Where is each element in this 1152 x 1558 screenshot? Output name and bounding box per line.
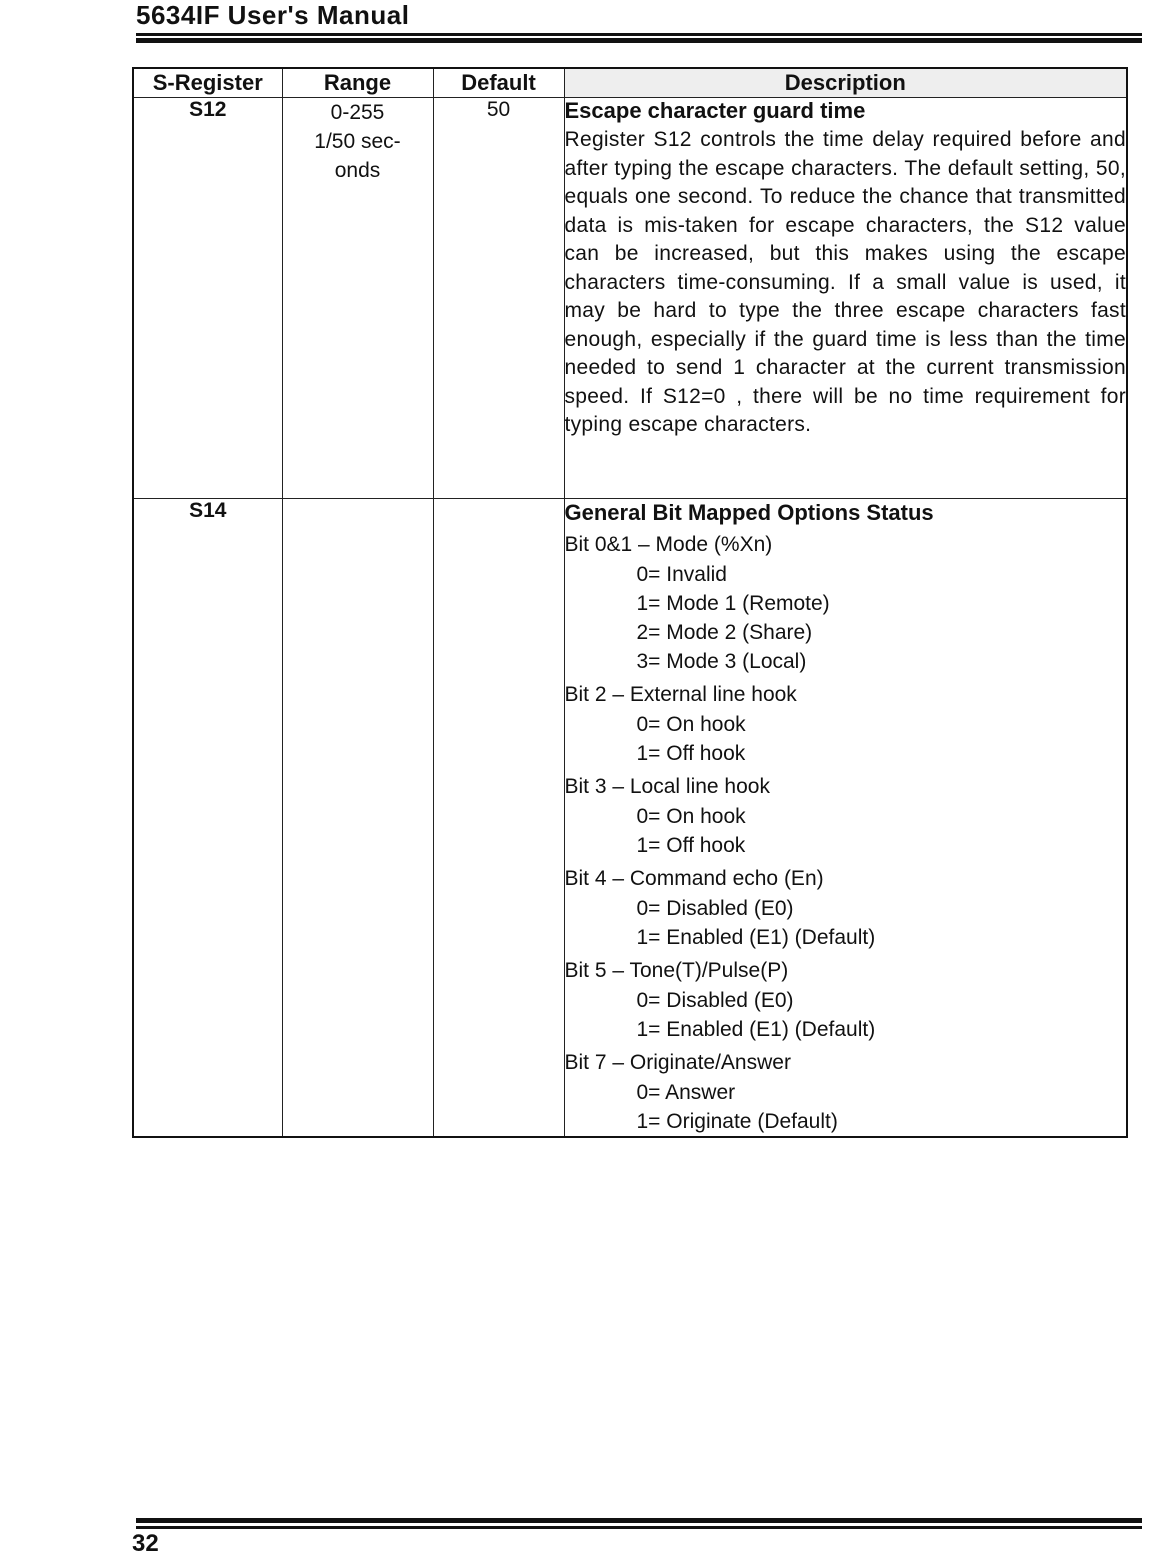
page-number: 32 — [132, 1530, 159, 1557]
bit-group — [565, 864, 1127, 952]
bit-option: 0= Answer — [636, 1081, 736, 1104]
bit-option: 1= Off hook — [636, 742, 746, 765]
s-register-table — [132, 67, 1128, 1138]
bit-option: 2= Mode 2 (Share) — [636, 621, 813, 644]
column-header: S-Register — [133, 68, 282, 98]
footer-rule — [136, 1526, 1142, 1529]
table-row — [133, 499, 1127, 1138]
description-cell — [564, 499, 1127, 1138]
bit-group — [565, 680, 1127, 768]
column-header: Description — [564, 68, 1127, 98]
bit-label: Bit 2 – External line hook — [564, 683, 797, 706]
bit-group — [565, 772, 1127, 860]
range-line: 1/50 sec- — [314, 130, 401, 153]
bit-option: 0= Disabled (E0) — [636, 897, 794, 920]
table-row — [133, 98, 1127, 499]
bit-option: 0= On hook — [636, 713, 746, 736]
range-cell — [282, 499, 433, 1138]
bit-option: 1= Enabled (E1) (Default) — [636, 1018, 876, 1041]
bit-option: 0= Invalid — [636, 563, 727, 586]
bit-option: 1= Mode 1 (Remote) — [636, 592, 830, 615]
register-cell: S12 — [133, 98, 282, 499]
description-body: Register S12 controls the time delay required before and after typing the escape characters. The default setting, 50, equals one second. To reduce the chance that transmitted data is mis-taken for escape characters, the S12 value can be increased, but this makes using the escape characters time-consuming. If a small value is used, it may be hard to type the three escape characters fast enough, especially if the guard time is less than the time needed to send 1 character at the current transmission speed. If S12=0 , there will be no time requirement for typing escape characters. — [564, 128, 1126, 436]
range-line: 0-255 — [330, 101, 385, 124]
bit-option: 1= Enabled (E1) (Default) — [636, 926, 876, 949]
bit-label: Bit 5 – Tone(T)/Pulse(P) — [564, 959, 789, 982]
default-cell — [433, 499, 564, 1138]
bit-group — [565, 1048, 1127, 1136]
bit-option: 1= Off hook — [636, 834, 746, 857]
bit-label: Bit 4 – Command echo (En) — [564, 867, 824, 890]
bit-label: Bit 3 – Local line hook — [564, 775, 770, 798]
range-cell — [282, 98, 433, 499]
bit-option: 3= Mode 3 (Local) — [636, 650, 807, 673]
register-cell: S14 — [133, 499, 282, 1138]
page-header-title: 5634IF User's Manual — [136, 0, 410, 30]
bit-group — [565, 530, 1127, 676]
default-cell: 50 — [433, 98, 564, 499]
bit-group — [565, 956, 1127, 1044]
footer-rule-thick — [136, 1518, 1142, 1523]
table-header-row — [133, 68, 1127, 98]
column-header: Default — [433, 68, 564, 98]
range-line: onds — [334, 159, 381, 182]
description-cell — [564, 98, 1127, 499]
bit-option: 1= Originate (Default) — [636, 1110, 838, 1133]
description-title: General Bit Mapped Options Status — [564, 500, 934, 525]
description-title: Escape character guard time — [564, 98, 866, 123]
column-header: Range — [282, 68, 433, 98]
bit-label: Bit 0&1 – Mode (%Xn) — [564, 533, 773, 556]
header-rule — [136, 33, 1142, 36]
header-rule-thick — [136, 38, 1142, 43]
bit-label: Bit 7 – Originate/Answer — [564, 1051, 791, 1074]
bit-option: 0= Disabled (E0) — [636, 989, 794, 1012]
bit-option: 0= On hook — [636, 805, 746, 828]
